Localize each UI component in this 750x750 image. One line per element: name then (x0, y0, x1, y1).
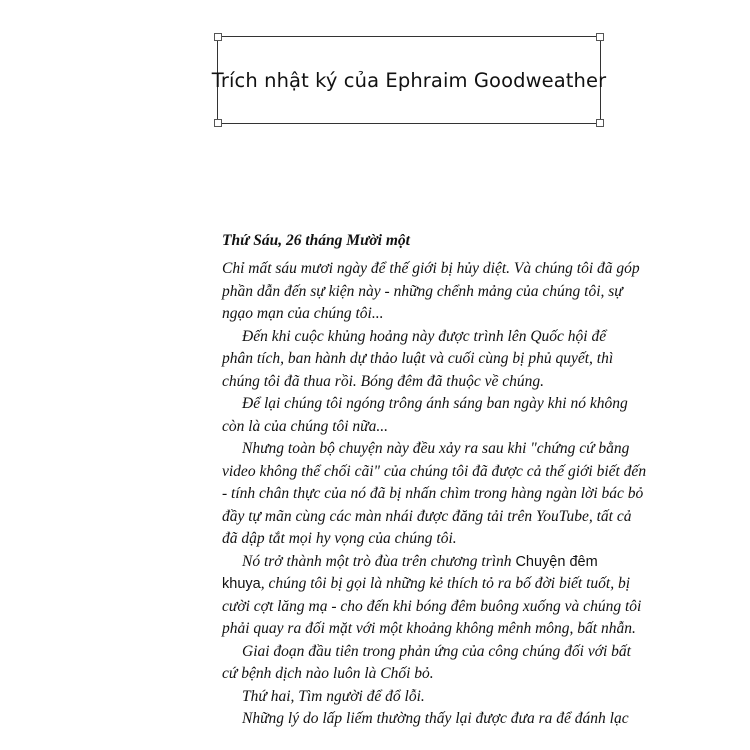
text-line: Đến khi cuộc khủng hoảng này được trình lên Quốc hội để (242, 327, 607, 345)
show-title: khuya (222, 576, 261, 592)
text-line: Những lý do lấp liếm thường thấy lại được đưa ra để đánh lạc (242, 710, 629, 727)
text-line: cứ bệnh dịch nào luôn là Chối bỏ. (222, 665, 434, 682)
entry-date: Thứ Sáu, 26 tháng Mười một (222, 232, 410, 249)
text-line: Chỉ mất sáu mươi ngày để thế giới bị hủy diệt. Và chúng tôi đã góp (222, 260, 640, 277)
text-line: đầy tự mãn cùng các màn nhái được đăng tải trên YouTube, tất cả (222, 507, 632, 525)
text-line: khuya, chúng tôi bị gọi là những kẻ thích tỏ ra bố đời biết tuốt, bị (222, 575, 631, 592)
text-line: đã dập tắt mọi hy vọng của chúng tôi. (222, 530, 457, 547)
text-line: còn là của chúng tôi nữa... (222, 417, 389, 435)
corner-handle-icon (214, 119, 222, 127)
corner-handle-icon (596, 119, 604, 127)
text-line: Nhưng toàn bộ chuyện này đều xảy ra sau khi "chứng cứ bằng (242, 440, 630, 457)
text-line: ngạo mạn của chúng tôi... (222, 305, 384, 322)
body-text (222, 258, 647, 731)
chapter-title: Trích nhật ký của Ephraim Goodweather (211, 68, 607, 92)
show-title: Chuyện đêm (515, 553, 598, 570)
text-line: Để lại chúng tôi ngóng trông ánh sáng ban ngày khi nó không (242, 395, 628, 412)
text-line: Thứ hai, Tìm người để đổ lỗi. (242, 687, 425, 705)
text-line: video không thể chối cãi" của chúng tôi đã được cả thế giới biết đến (222, 462, 647, 480)
text-line: Nó trở thành một trò đùa trên chương trình Chuyện đêm (242, 552, 598, 570)
corner-handle-icon (214, 33, 222, 41)
text-line: Giai đoạn đầu tiên trong phản ứng của công chúng đối với bất (242, 642, 631, 660)
text-line: phân tích, ban hành dự thảo luật và cuối cùng bị phủ quyết, thì (222, 350, 614, 367)
text-line: - tính chân thực của nó đã bị nhấn chìm trong hàng ngàn lời bác bỏ (222, 485, 644, 502)
text-line: phần dẫn đến sự kiện này - những chểnh mảng của chúng tôi, sự (222, 282, 623, 300)
text-line: cười cợt lăng mạ - cho đến khi bóng đêm buông xuống và chúng tôi (222, 597, 642, 615)
corner-handle-icon (596, 33, 604, 41)
text-line: phải quay ra đối mặt với một khoảng không mênh mông, bất nhẫn. (222, 620, 636, 637)
text-line: chúng tôi đã thua rồi. Bóng đêm đã thuộc về chúng. (222, 372, 545, 390)
title-box (211, 36, 607, 124)
